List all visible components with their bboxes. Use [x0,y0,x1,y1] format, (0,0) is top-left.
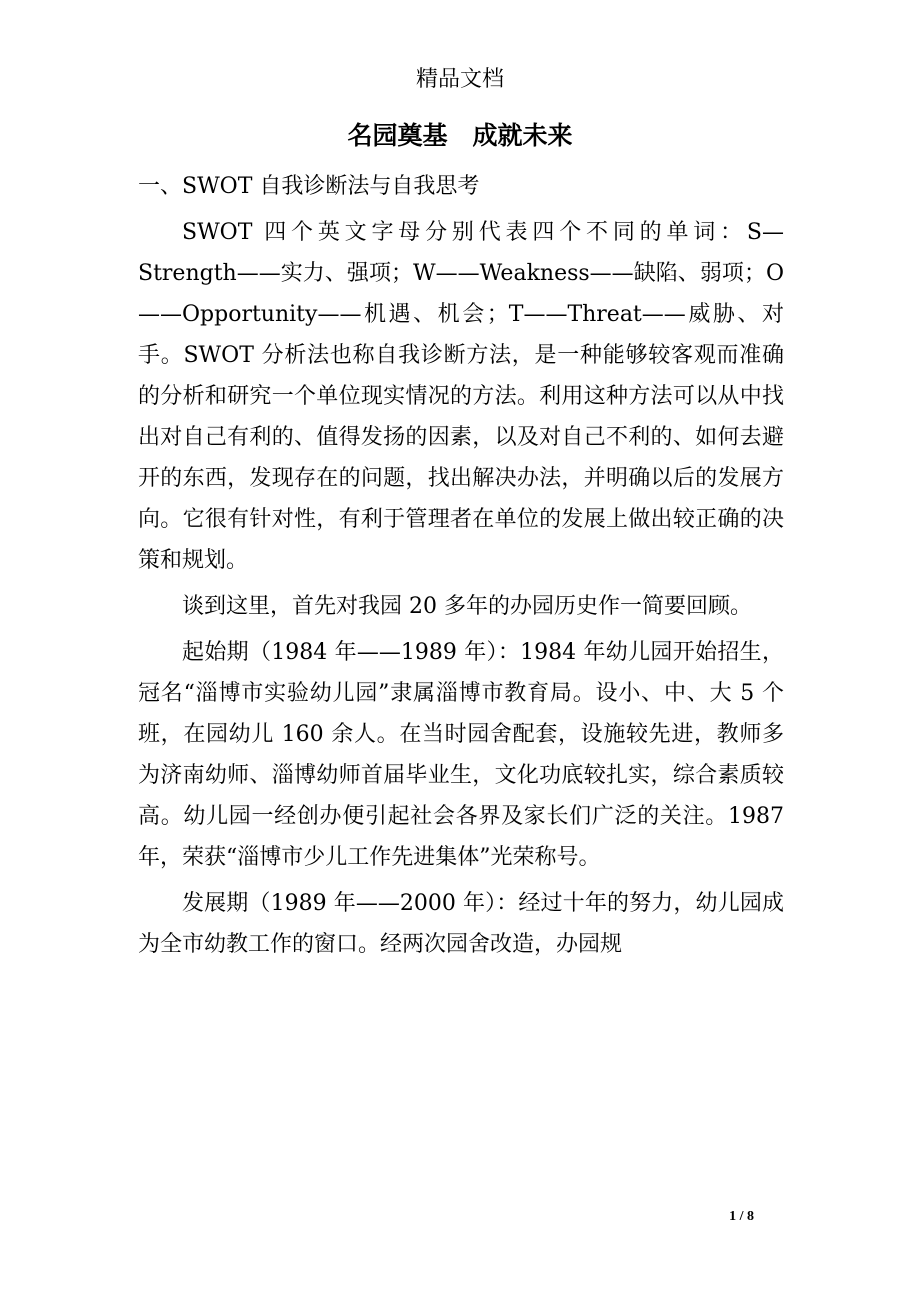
paragraph-start-period: 起始期（1984 年——1989 年）：1984 年幼儿园开始招生，冠名“淄博市实验幼儿园”隶属淄博市教育局。设小、中、大 5 个班，在园幼儿 160 余人。在当时园舍配套，设施较先进，教师多为济南幼师、淄博幼师首届毕业生，文化功底较扎实，综合素质较高。幼儿园一经创办便引起社会各界及家长们广泛的关注。1987 年，荣获“淄博市少儿工作先进集体”光荣称号。 [138,640,784,870]
document-title: 名园奠基 成就未来 [347,121,573,150]
page-header: 精品文档 [415,67,504,92]
paragraph-development-period: 发展期（1989 年——2000 年）：经过十年的努力，幼儿园成为全市幼教工作的窗口。经两次园舍改造，办园规 [138,891,784,957]
paragraph-swot: SWOT 四个英文字母分别代表四个不同的单词：S—Strength——实力、强项；W——Weakness——缺陷、弱项；O——Opportunity——机遇、机会；T——Threat——威胁、对手。SWOT 分析法也称自我诊断方法，是一种能够较客观而准确的分析和研究一个单位现实情况的方法。利用这种方法可以从中找出对自己有利的、值得发扬的因素，以及对自己不利的、如何去避开的东西，发现存在的问题，找出解决办法，并明确以后的发展方向。它很有针对性，有利于管理者在单位的发展上做出较正确的决策和规划。 [138,220,784,573]
page-number: 1 / 8 [729,1209,754,1224]
paragraph-history-intro: 谈到这里，首先对我园 20 多年的办园历史作一简要回顾。 [182,594,752,619]
section-heading: 一、SWOT 自我诊断法与自我思考 [138,174,480,199]
document-body [138,166,784,965]
